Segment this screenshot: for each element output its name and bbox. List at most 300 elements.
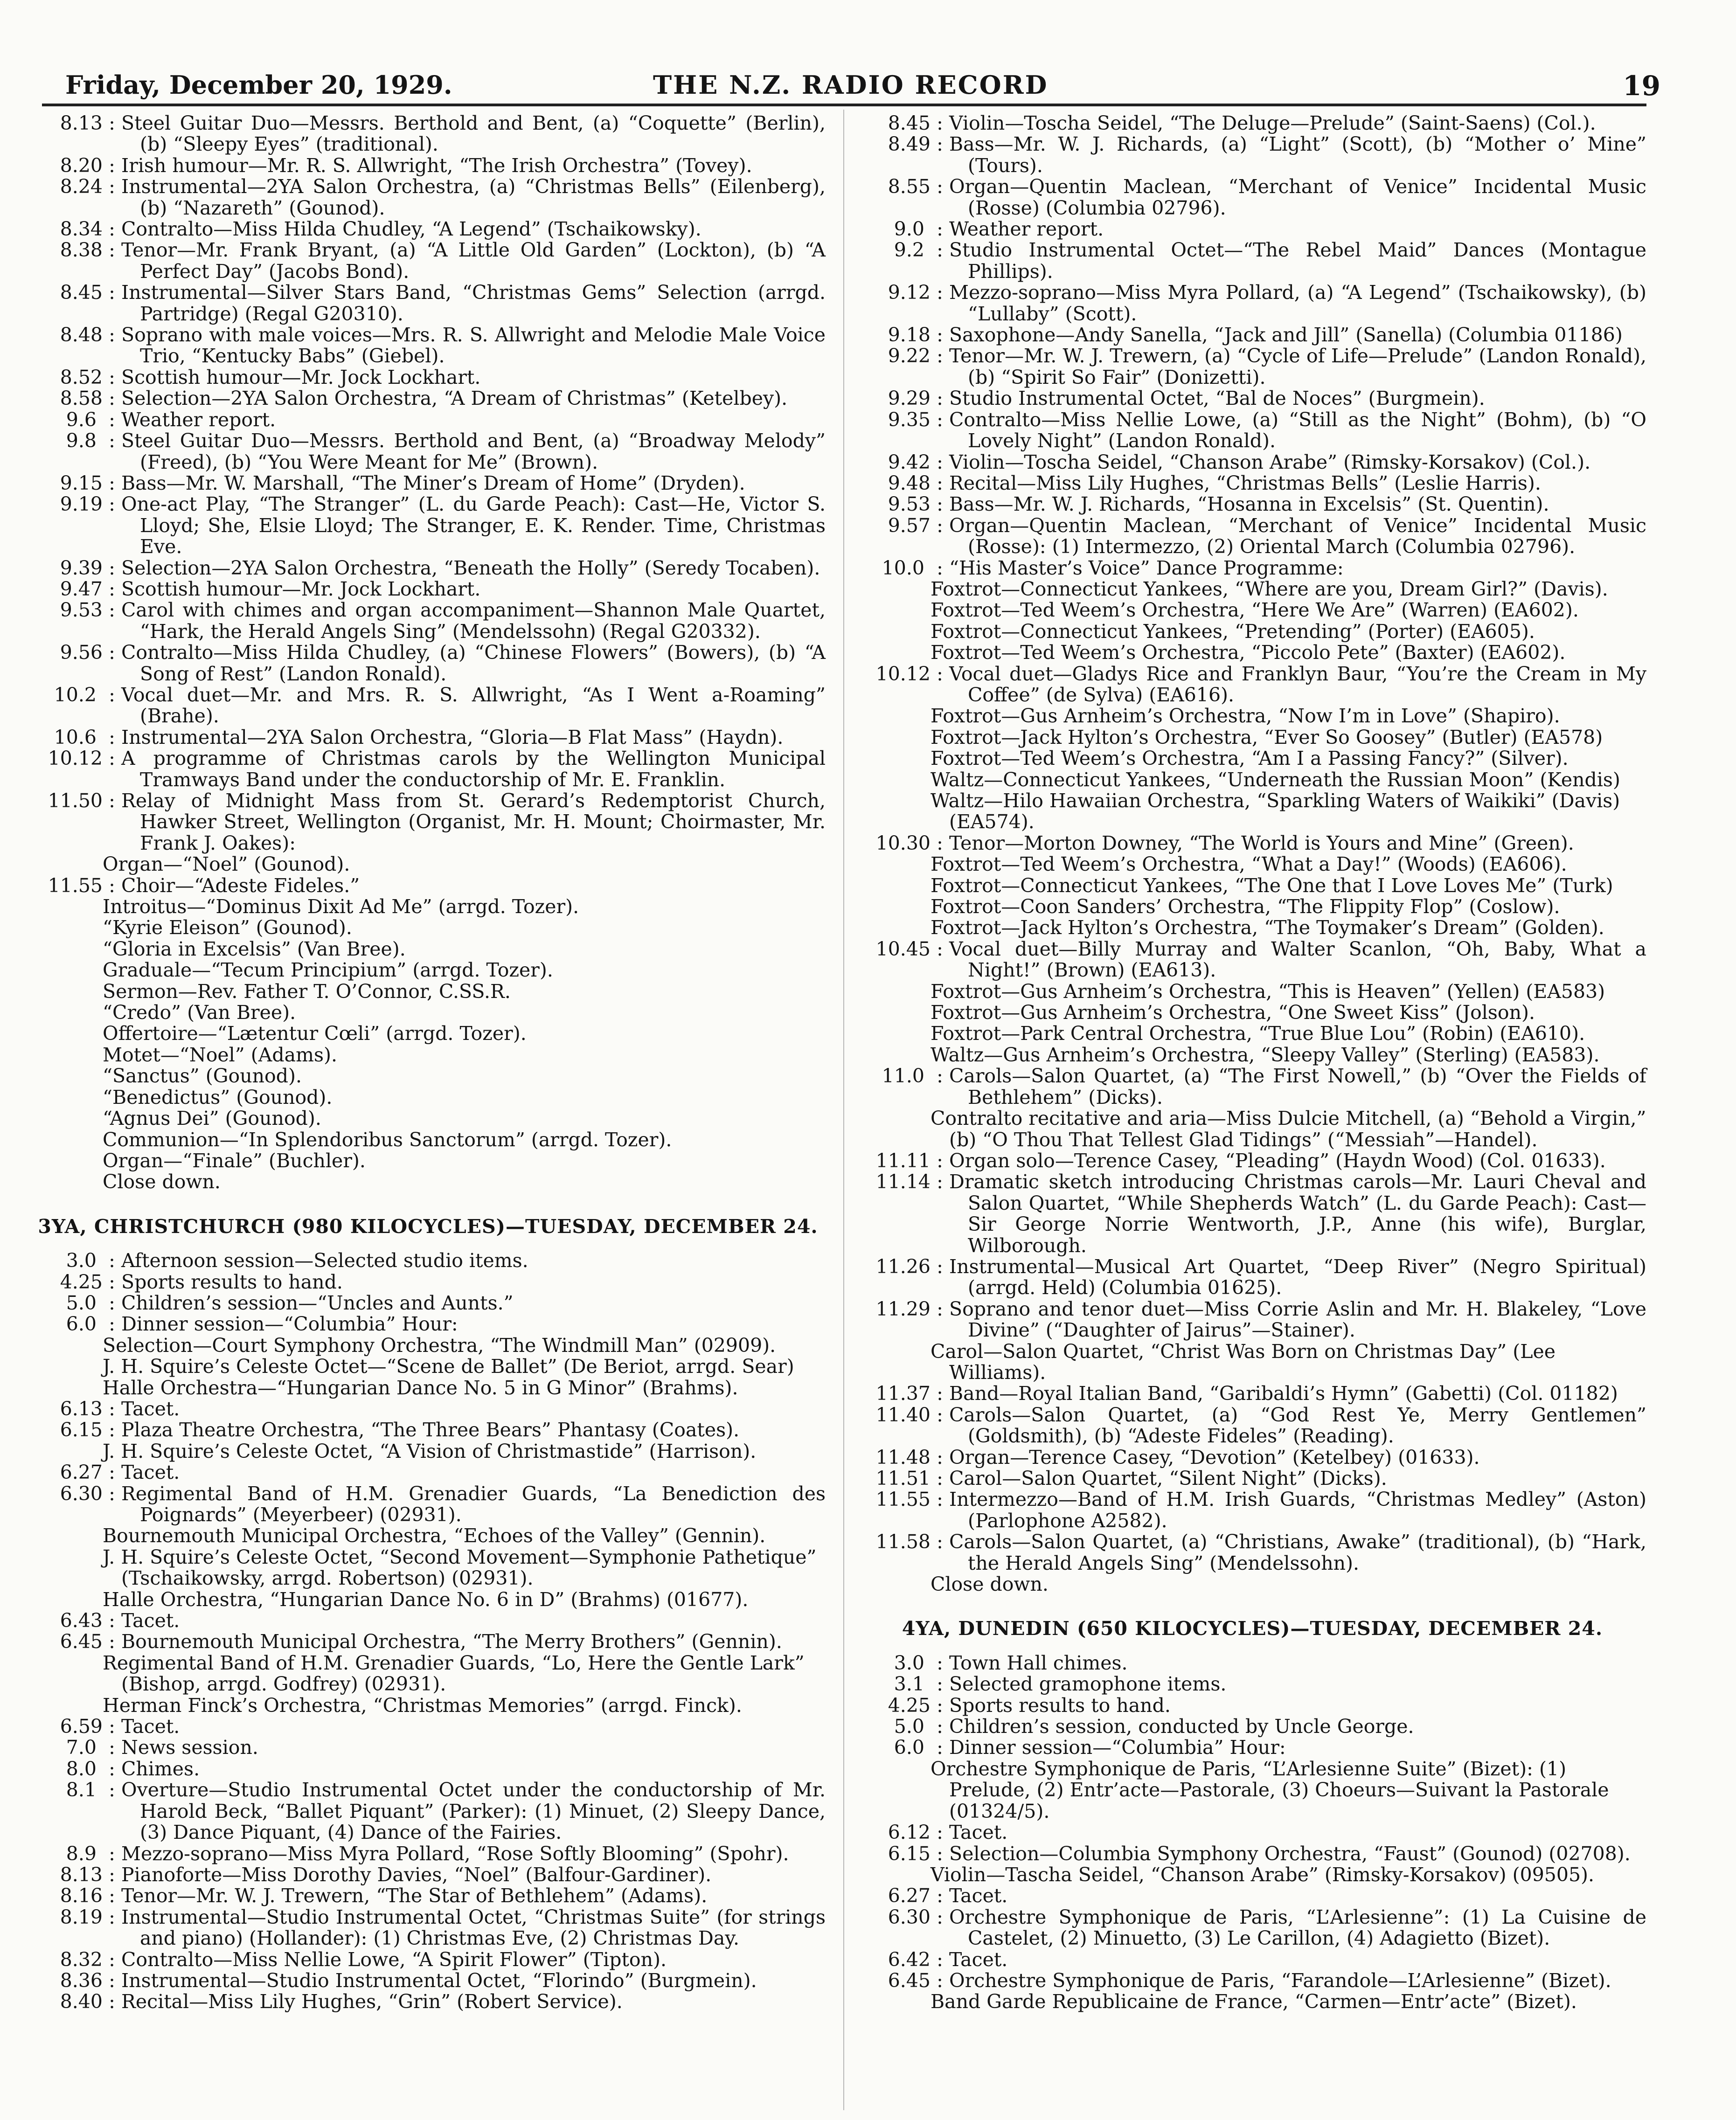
entry-time: 10.0 <box>882 556 930 579</box>
entry-time: 9.2 <box>894 239 930 262</box>
programme-entry <box>858 1150 1646 1171</box>
entry-text: Waltz—Hilo Hawaiian Orchestra, “Sparkling Waters of Waikiki” (Davis) (EA574). <box>930 790 1620 833</box>
entry-time: 8.49 <box>888 133 930 156</box>
entry-text: Steel Guitar Duo—Messrs. Berthold and Bent, (a) “Coquette” (Berlin), (b) “Sleepy Eyes” (traditional). <box>121 112 826 156</box>
entry-text: J. H. Squire’s Celeste Octet, “Second Movement—Symphonie Pathetique” (Tschaikowsky, arrgd. Robertson) (02931). <box>103 1545 817 1590</box>
time-separator: : <box>937 1149 943 1172</box>
programme-subentry <box>858 1023 1646 1044</box>
entry-text: Carol with chimes and organ accompaniment—Shannon Male Quartet, “Hark, the Herald Angels Sing” (Mendelssohn) (Regal G20332). <box>121 599 826 643</box>
time-separator: : <box>109 1990 115 2013</box>
entry-time: 8.58 <box>60 387 103 410</box>
time-separator: : <box>937 1651 943 1674</box>
programme-entry <box>858 1531 1646 1574</box>
programme-subentry <box>30 1171 826 1192</box>
entry-text: Orchestre Symphonique de Paris, “L’Arlesienne Suite” (Bizet): (1) Prelude, (2) Entr’acte—Pastorale, (3) Choeurs—Suivant la Pastorale (01324/5). <box>930 1757 1609 1822</box>
entry-time: 4.25 <box>888 1694 930 1717</box>
entry-time: 3.0 <box>894 1651 930 1674</box>
entry-text: Violin—Toscha Seidel, “The Deluge—Prelude” (Saint-Saens) (Col.). <box>949 112 1596 134</box>
entry-time: 9.53 <box>60 599 103 622</box>
entry-text: Vocal duet—Billy Murray and Walter Scanlon, “Oh, Baby, What a Night!” (Brown) (EA613). <box>949 937 1646 982</box>
entry-text: “Sanctus” (Gounod). <box>103 1065 302 1088</box>
programme-subentry <box>30 1525 826 1546</box>
entry-text: A programme of Christmas carols by the Wellington Municipal Tramways Band under the conductorship of Mr. E. Franklin. <box>121 747 826 791</box>
entry-text: Contralto—Miss Nellie Lowe, (a) “Still as the Night” (Bohm), (b) “O Lovely Night” (Landon Ronald). <box>949 408 1646 452</box>
programme-entry <box>30 409 826 430</box>
entry-text: Vocal duet—Gladys Rice and Franklyn Baur, “You’re the Cream in My Coffee” (de Sylva) (EA616). <box>949 662 1646 706</box>
time-separator: : <box>937 345 943 367</box>
time-separator: : <box>937 1842 943 1865</box>
entry-text: Orchestre Symphonique de Paris, “L’Arlesienne”: (1) La Cuisine de Castelet, (2) Minuetto, (3) Le Carillon, (4) Adagietto (Bizet). <box>949 1905 1646 1950</box>
entry-text: Carols—Salon Quartet, (a) “Christians, Awake” (traditional), (b) “Hark, the Herald Angels Sing” (Mendelssohn). <box>949 1531 1646 1574</box>
programme-entry <box>858 1447 1646 1468</box>
entry-text: Dramatic sketch introducing Christmas carols—Mr. Lauri Cheval and Salon Quartet, “While Shepherds Watch” (L. du Garde Peach): Cast—Sir George Norrie Wentworth, J.P., Anne (his wife), Burglar, Wilborough. <box>949 1171 1646 1257</box>
programme-subentry <box>858 854 1646 875</box>
time-separator: : <box>109 1842 115 1865</box>
entry-text: Foxtrot—Jack Hylton’s Orchestra, “Ever So Goosey” (Butler) (EA578) <box>930 726 1603 748</box>
entry-time: 6.15 <box>888 1842 930 1865</box>
programme-subentry <box>30 1087 826 1108</box>
programme-entry <box>30 1420 826 1441</box>
programme-subentry <box>858 642 1646 663</box>
programme-subentry <box>30 1356 826 1377</box>
header-rule <box>42 104 1646 106</box>
programme-subentry <box>30 1378 826 1399</box>
entry-text: Tacet. <box>121 1609 180 1632</box>
entry-text: Contralto recitative and aria—Miss Dulcie Mitchell, (a) “Behold a Virgin,” (b) “O Thou That Tellest Glad Tidings” (“Messiah”—Handel). <box>930 1107 1646 1151</box>
programme-entry <box>30 685 826 727</box>
entry-text: Pianoforte—Miss Dorothy Davies, “Noel” (Balfour-Gardiner). <box>121 1863 712 1886</box>
programme-subentry <box>858 875 1646 896</box>
time-separator: : <box>109 1482 115 1505</box>
entry-text: Studio Instrumental Octet—“The Rebel Maid” Dances (Montague Phillips). <box>949 239 1646 283</box>
entry-text: “Agnus Dei” (Gounod). <box>103 1107 321 1130</box>
programme-entry <box>858 1489 1646 1531</box>
programme-entry <box>30 1843 826 1864</box>
entry-text: Instrumental—2YA Salon Orchestra, (a) “Christmas Bells” (Eilenberg), (b) “Nazareth” (Gounod). <box>121 175 826 219</box>
programme-subentry <box>858 1002 1646 1023</box>
programme-entry <box>858 1695 1646 1716</box>
programme-entry <box>858 833 1646 854</box>
programme-entry <box>858 219 1646 240</box>
entry-text: Tacet. <box>949 1884 1008 1907</box>
entry-time: 9.48 <box>888 471 930 494</box>
programme-subentry <box>30 1547 826 1589</box>
entry-text: Relay of Midnight Mass from St. Gerard’s Redemptorist Church, Hawker Street, Wellington (Organist, Mr. H. Mount; Choirmaster, Mr. Frank J. Oakes): <box>121 790 826 854</box>
time-separator: : <box>937 1065 943 1088</box>
time-separator: : <box>109 1736 115 1759</box>
entry-text: Organ—Terence Casey, “Devotion” (Ketelbey) (01633). <box>949 1446 1480 1469</box>
entry-time: 6.59 <box>60 1715 103 1738</box>
time-separator: : <box>937 387 943 410</box>
time-separator: : <box>937 1884 943 1907</box>
programme-entry <box>30 240 826 282</box>
programme-entry <box>30 579 826 600</box>
programme-entry <box>30 1864 826 1885</box>
programme-entry <box>858 240 1646 282</box>
time-separator: : <box>109 366 115 388</box>
programme-subentry <box>30 1335 826 1356</box>
programme-entry <box>30 727 826 748</box>
programme-entry <box>30 430 826 473</box>
entry-text: Motet—“Noel” (Adams). <box>103 1043 338 1066</box>
entry-text: Carols—Salon Quartet, (a) “The First Nowell,” (b) “Over the Fields of Bethlehem” (Dicks). <box>949 1065 1646 1108</box>
time-separator: : <box>109 239 115 262</box>
entry-text: Violin—Tascha Seidel, “Chanson Arabe” (Rimsky-Korsakov) (09505). <box>930 1863 1595 1886</box>
entry-text: Foxtrot—Gus Arnheim’s Orchestra, “One Sweet Kiss” (Jolson). <box>930 1001 1535 1024</box>
entry-text: Introitus—“Dominus Dixit Ad Me” (arrgd. Tozer). <box>103 895 579 918</box>
entry-text: Plaza Theatre Orchestra, “The Three Bears” Phantasy (Coates). <box>121 1419 740 1441</box>
entry-time: 8.9 <box>66 1842 103 1865</box>
time-separator: : <box>109 1609 115 1632</box>
time-separator: : <box>109 175 115 198</box>
time-separator: : <box>109 874 115 897</box>
entry-time: 11.50 <box>48 790 103 812</box>
entry-text: Regimental Band of H.M. Grenadier Guards, “Lo, Here the Gentle Lark” (Bishop, arrgd. Godfrey) (02931). <box>103 1651 805 1696</box>
programme-subentry <box>858 706 1646 727</box>
programme-subentry <box>30 896 826 917</box>
entry-time: 8.48 <box>60 324 103 346</box>
entry-text: Violin—Toscha Seidel, “Chanson Arabe” (Rimsky-Korsakov) (Col.). <box>949 450 1591 473</box>
time-separator: : <box>109 1313 115 1336</box>
entry-time: 8.0 <box>66 1757 103 1780</box>
entry-time: 11.58 <box>875 1531 930 1553</box>
entry-time: 6.43 <box>60 1609 103 1632</box>
time-separator: : <box>937 408 943 431</box>
programme-entry <box>858 1949 1646 1970</box>
entry-text: Carol—Salon Quartet, “Christ Was Born on Christmas Day” (Lee Williams). <box>930 1340 1556 1384</box>
time-separator: : <box>109 218 115 241</box>
programme-subentry <box>858 1864 1646 1885</box>
time-separator: : <box>109 1757 115 1780</box>
time-separator: : <box>109 1270 115 1293</box>
programme-entry <box>30 325 826 367</box>
entry-time: 6.13 <box>60 1397 103 1420</box>
entry-time: 9.8 <box>66 430 103 452</box>
publication-title: THE N.Z. RADIO RECORD <box>653 70 1049 100</box>
entry-text: Close down. <box>103 1171 221 1193</box>
entry-text: Steel Guitar Duo—Messrs. Berthold and Bent, (a) “Broadway Melody” (Freed), (b) “You Were Meant for Me” (Brown). <box>121 430 826 473</box>
entry-text: Waltz—Gus Arnheim’s Orchestra, “Sleepy Valley” (Sterling) (EA583). <box>930 1043 1600 1066</box>
entry-text: Bass—Mr. W. J. Richards, “Hosanna in Excelsis” (St. Quentin). <box>949 493 1549 516</box>
entry-text: Graduale—“Tecum Principium” (arrgd. Tozer). <box>103 959 553 982</box>
entry-time: 9.57 <box>888 514 930 537</box>
entry-text: Foxtrot—Connecticut Yankees, “Where are you, Dream Girl?” (Davis). <box>930 577 1608 600</box>
entry-time: 11.55 <box>48 874 103 897</box>
entry-time: 9.6 <box>66 408 103 431</box>
entry-text: Foxtrot—Gus Arnheim’s Orchestra, “Now I’m in Love” (Shapiro). <box>930 705 1560 727</box>
programme-entry <box>858 409 1646 452</box>
time-separator: : <box>109 493 115 516</box>
entry-text: Organ—“Noel” (Gounod). <box>103 853 350 876</box>
entry-text: Tacet. <box>121 1715 180 1738</box>
programme-entry <box>858 1674 1646 1695</box>
entry-text: Recital—Miss Lily Hughes, “Christmas Bells” (Leslie Harris). <box>949 471 1541 494</box>
entry-time: 11.11 <box>875 1149 930 1172</box>
time-separator: : <box>937 450 943 473</box>
programme-entry <box>858 558 1646 579</box>
entry-time: 6.45 <box>60 1630 103 1653</box>
programme-entry <box>30 1759 826 1780</box>
entry-time: 11.51 <box>875 1467 930 1490</box>
time-separator: : <box>937 281 943 304</box>
programme-entry <box>30 1970 826 1991</box>
time-separator: : <box>109 1630 115 1653</box>
time-separator: : <box>109 747 115 770</box>
programme-entry <box>30 1885 826 1906</box>
programme-entry <box>858 282 1646 325</box>
entry-text: Chimes. <box>121 1757 200 1780</box>
programme-entry <box>30 113 826 155</box>
programme-subentry <box>30 939 826 960</box>
programme-subentry <box>858 769 1646 790</box>
time-separator: : <box>109 1461 115 1484</box>
programme-entry <box>858 388 1646 409</box>
entry-text: Waltz—Connecticut Yankees, “Underneath the Russian Moon” (Kendis) <box>930 768 1620 791</box>
entry-time: 6.27 <box>60 1461 103 1484</box>
entry-time: 8.45 <box>888 112 930 134</box>
programme-entry <box>858 1383 1646 1404</box>
time-separator: : <box>109 726 115 748</box>
programme-entry <box>858 1843 1646 1864</box>
entry-text: Contralto—Miss Hilda Chudley, (a) “Chinese Flowers” (Bowers), (b) “A Song of Rest” (Landon Ronald). <box>121 641 826 685</box>
entry-text: Intermezzo—Band of H.M. Irish Guards, “Christmas Medley” (Aston) (Parlophone A2582). <box>949 1488 1646 1532</box>
programme-entry <box>858 664 1646 706</box>
entry-text: Soprano and tenor duet—Miss Corrie Aslin and Mr. H. Blakeley, “Love Divine” (“Daughter of Jairus”—Stainer). <box>949 1297 1646 1342</box>
entry-text: “Gloria in Excelsis” (Van Bree). <box>103 937 406 960</box>
entry-time: 11.40 <box>875 1403 930 1426</box>
programme-entry <box>858 1970 1646 1991</box>
time-separator: : <box>937 1821 943 1844</box>
issue-date: Friday, December 20, 1929. <box>65 70 452 100</box>
entry-time: 9.56 <box>60 641 103 664</box>
programme-entry <box>30 1483 826 1526</box>
programme-entry <box>30 748 826 790</box>
programme-entry <box>858 473 1646 494</box>
time-separator: : <box>937 1694 943 1717</box>
entry-text: Choir—“Adeste Fideles.” <box>121 874 360 897</box>
entry-text: Foxtrot—Ted Weem’s Orchestra, “Am I a Passing Fancy?” (Silver). <box>930 747 1569 770</box>
entry-text: Communion—“In Splendoribus Sanctorum” (arrgd. Tozer). <box>103 1128 672 1151</box>
time-separator: : <box>109 683 115 706</box>
entry-text: Band—Royal Italian Band, “Garibaldi’s Hymn” (Gabetti) (Col. 01182) <box>949 1382 1618 1405</box>
time-separator: : <box>109 790 115 812</box>
entry-text: “Credo” (Van Bree). <box>103 1001 296 1024</box>
entry-time: 6.30 <box>60 1482 103 1505</box>
page-number: 19 <box>1623 70 1660 102</box>
entry-time: 8.13 <box>60 112 103 134</box>
programme-entry <box>858 346 1646 388</box>
column-divider <box>843 110 844 2110</box>
programme-subentry <box>858 600 1646 621</box>
entry-text: Mezzo-soprano—Miss Myra Pollard, “Rose Softly Blooming” (Spohr). <box>121 1842 789 1865</box>
entry-text: Contralto—Miss Nellie Lowe, “A Spirit Flower” (Tipton). <box>121 1948 667 1971</box>
entry-time: 7.0 <box>66 1736 103 1759</box>
entry-text: Weather report. <box>949 218 1104 241</box>
entry-text: Scottish humour—Mr. Jock Lockhart. <box>121 366 481 388</box>
entry-text: Soprano with male voices—Mrs. R. S. Allwright and Melodie Male Voice Trio, “Kentucky Babs” (Giebel). <box>121 324 826 367</box>
time-separator: : <box>937 831 943 854</box>
programme-subentry <box>30 1695 826 1716</box>
time-separator: : <box>937 1297 943 1320</box>
entry-time: 6.0 <box>894 1736 930 1759</box>
entry-time: 6.42 <box>888 1948 930 1971</box>
entry-time: 6.45 <box>888 1969 930 1992</box>
entry-time: 8.52 <box>60 366 103 388</box>
entry-text: Mezzo-soprano—Miss Myra Pollard, (a) “A Legend” (Tschaikowsky), (b) “Lullaby” (Scott). <box>949 281 1646 325</box>
programme-entry <box>858 113 1646 134</box>
entry-time: 8.32 <box>60 1948 103 1971</box>
time-separator: : <box>109 1948 115 1971</box>
time-separator: : <box>937 1446 943 1469</box>
entry-time: 9.0 <box>894 218 930 241</box>
entry-time: 5.0 <box>66 1291 103 1314</box>
entry-time: 8.19 <box>60 1905 103 1928</box>
programme-entry <box>30 176 826 219</box>
entry-text: Selection—Columbia Symphony Orchestra, “Faust” (Gounod) (02708). <box>949 1842 1631 1865</box>
entry-time: 9.19 <box>60 493 103 516</box>
entry-time: 8.16 <box>60 1884 103 1907</box>
entry-text: Children’s session—“Uncles and Aunts.” <box>121 1291 514 1314</box>
entry-text: Children’s session, conducted by Uncle George. <box>949 1715 1414 1738</box>
programme-subentry <box>30 981 826 1002</box>
entry-time: 9.12 <box>888 281 930 304</box>
entry-time: 10.2 <box>54 683 103 706</box>
programme-subentry <box>858 1045 1646 1066</box>
time-separator: : <box>109 1397 115 1420</box>
entry-text: Foxtrot—Ted Weem’s Orchestra, “Here We Are” (Warren) (EA602). <box>930 599 1579 622</box>
entry-text: Organ—Quentin Maclean, “Merchant of Venice” Incidental Music (Rosse): (1) Intermezzo, (2) Oriental March (Columbia 02796). <box>949 514 1646 558</box>
entry-text: Selection—Court Symphony Orchestra, “The Windmill Man” (02909). <box>103 1334 776 1357</box>
entry-time: 10.6 <box>54 726 103 748</box>
entry-text: “His Master’s Voice” Dance Programme: <box>949 556 1344 579</box>
programme-subentry <box>858 896 1646 917</box>
time-separator: : <box>109 1884 115 1907</box>
programme-entry <box>30 558 826 579</box>
entry-text: Overture—Studio Instrumental Octet under the conductorship of Mr. Harold Beck, “Ballet Piquant” (Parker): (1) Minuet, (2) Sleepy Dance, (3) Dance Piquant, (4) Dance of the Fairies. <box>121 1779 826 1844</box>
time-separator: : <box>109 281 115 304</box>
time-separator: : <box>937 1969 943 1992</box>
entry-time: 11.14 <box>875 1171 930 1193</box>
entry-text: Sports results to hand. <box>121 1270 343 1293</box>
programme-entry <box>858 515 1646 558</box>
entry-text: Tacet. <box>121 1461 180 1484</box>
time-separator: : <box>937 1905 943 1928</box>
programme-entry <box>858 1716 1646 1737</box>
entry-time: 8.1 <box>66 1779 103 1801</box>
time-separator: : <box>109 387 115 410</box>
programme-entry <box>30 282 826 325</box>
programme-entry <box>858 176 1646 219</box>
programme-entry <box>30 1949 826 1970</box>
programme-entry <box>30 790 826 854</box>
time-separator: : <box>937 175 943 198</box>
programme-entry <box>30 1314 826 1335</box>
time-separator: : <box>937 133 943 156</box>
programme-subentry <box>858 1574 1646 1595</box>
programme-subentry <box>30 1045 826 1066</box>
time-separator: : <box>937 1948 943 1971</box>
programme-entry <box>30 155 826 176</box>
entry-text: Selection—2YA Salon Orchestra, “A Dream of Christmas” (Ketelbey). <box>121 387 788 410</box>
programme-subentry <box>30 1150 826 1171</box>
entry-text: Bass—Mr. W. J. Richards, (a) “Light” (Scott), (b) “Mother o’ Mine” (Tours). <box>949 133 1646 177</box>
programme-entry <box>30 1716 826 1737</box>
programme-entry <box>858 1885 1646 1906</box>
time-separator: : <box>109 430 115 452</box>
programme-subentry <box>858 579 1646 600</box>
time-separator: : <box>109 154 115 177</box>
time-separator: : <box>109 324 115 346</box>
programme-subentry <box>858 1341 1646 1384</box>
entry-time: 9.15 <box>60 471 103 494</box>
entry-text: Bournemouth Municipal Orchestra, “Echoes of the Valley” (Gennin). <box>103 1524 766 1547</box>
programme-entry <box>858 1299 1646 1341</box>
entry-text: Foxtrot—Coon Sanders’ Orchestra, “The Flippity Flop” (Coslow). <box>930 895 1560 918</box>
programme-subentry <box>30 1653 826 1695</box>
programme-entry <box>30 367 826 388</box>
time-separator: : <box>109 1291 115 1314</box>
entry-text: Halle Orchestra, “Hungarian Dance No. 6 in D” (Brahms) (01677). <box>103 1588 749 1611</box>
entry-text: Foxtrot—Ted Weem’s Orchestra, “Piccolo Pete” (Baxter) (EA602). <box>930 641 1566 664</box>
entry-time: 3.0 <box>66 1249 103 1272</box>
entry-time: 11.48 <box>875 1446 930 1469</box>
programme-entry <box>30 388 826 409</box>
entry-time: 9.29 <box>888 387 930 410</box>
entry-text: Foxtrot—Connecticut Yankees, “The One that I Love Loves Me” (Turk) <box>930 874 1613 897</box>
time-separator: : <box>937 493 943 516</box>
entry-text: Dinner session—“Columbia” Hour: <box>121 1313 458 1336</box>
entry-text: Organ—Quentin Maclean, “Merchant of Venice” Incidental Music (Rosse) (Columbia 02796). <box>949 175 1646 219</box>
programme-entry <box>30 1907 826 1949</box>
programme-entry <box>30 1780 826 1843</box>
entry-time: 11.29 <box>875 1297 930 1320</box>
entry-text: “Kyrie Eleison” (Gounod). <box>103 916 352 939</box>
entry-text: Selected gramophone items. <box>949 1673 1227 1696</box>
section-heading-4ya: 4YA, DUNEDIN (650 KILOCYCLES)—TUESDAY, DECEMBER 24. <box>902 1617 1603 1640</box>
programme-entry <box>30 875 826 896</box>
entry-text: Tenor—Mr. W. J. Trewern, “The Star of Bethlehem” (Adams). <box>121 1884 708 1907</box>
programme-entry <box>30 1250 826 1271</box>
entry-time: 8.40 <box>60 1990 103 2013</box>
entry-text: Tacet. <box>949 1948 1008 1971</box>
time-separator: : <box>109 1905 115 1928</box>
entry-time: 6.12 <box>888 1821 930 1844</box>
entry-text: Close down. <box>930 1573 1049 1596</box>
time-separator: : <box>109 577 115 600</box>
programme-subentry <box>30 1589 826 1610</box>
entry-time: 8.34 <box>60 218 103 241</box>
time-separator: : <box>937 218 943 241</box>
entry-text: Tacet. <box>121 1397 180 1420</box>
programme-subentry <box>858 981 1646 1002</box>
entry-text: Sermon—Rev. Father T. O’Connor, C.SS.R. <box>103 980 511 1003</box>
programme-entry <box>30 473 826 494</box>
time-separator: : <box>937 239 943 262</box>
entry-time: 11.0 <box>882 1065 930 1088</box>
time-separator: : <box>937 1715 943 1738</box>
programme-entry <box>858 1066 1646 1108</box>
programme-subentry <box>30 1002 826 1023</box>
entry-time: 9.53 <box>888 493 930 516</box>
entry-time: 8.55 <box>888 175 930 198</box>
time-separator: : <box>937 324 943 346</box>
entry-text: Instrumental—Studio Instrumental Octet, “Christmas Suite” (for strings and piano) (Hollander): (1) Christmas Eve, (2) Christmas Day. <box>121 1905 826 1950</box>
entry-time: 6.30 <box>888 1905 930 1928</box>
time-separator: : <box>937 556 943 579</box>
programme-subentry <box>30 1066 826 1087</box>
time-separator: : <box>937 662 943 685</box>
entry-text: Saxophone—Andy Sanella, “Jack and Jill” (Sanella) (Columbia 01186) <box>949 324 1623 346</box>
